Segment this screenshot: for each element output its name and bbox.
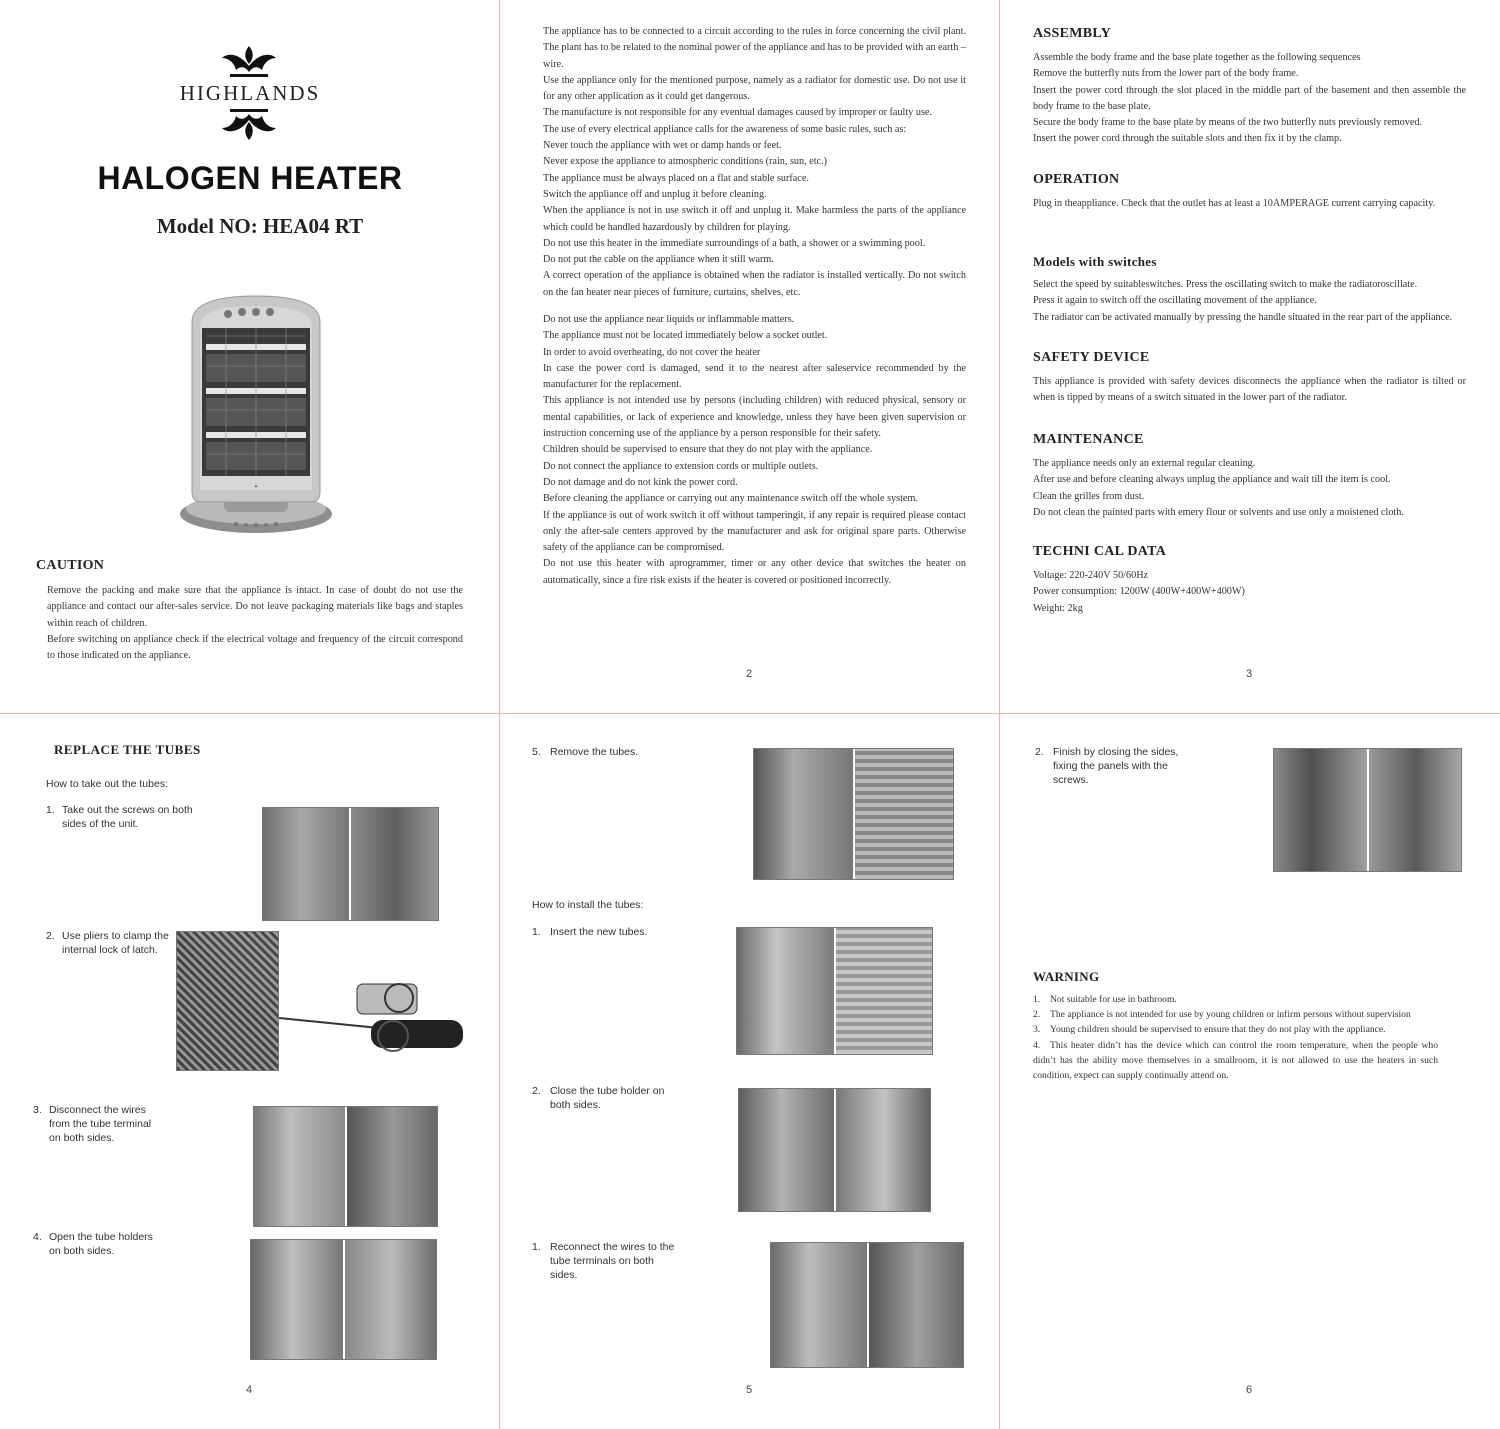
page-number: 4 (246, 1384, 253, 1396)
safety-paragraph: In order to avoid overheating, do not cover the heater (543, 346, 761, 358)
step-text: Disconnect the wires from the tube terminal on both sides. (49, 1104, 152, 1144)
remove-step (532, 745, 732, 759)
page-number: 2 (746, 668, 753, 680)
warning-item (1033, 1038, 1438, 1084)
install-step (1035, 745, 1195, 787)
install-step (532, 1240, 692, 1282)
assembly-line: Insert the power cord through the slot placed in the middle part of the basement and then assemble the body frame to the base plate. (1033, 84, 1466, 112)
reconnect-wires-photo (770, 1242, 964, 1368)
assembly-title: ASSEMBLY (1033, 26, 1112, 41)
maintenance-text (1033, 456, 1466, 521)
operation-text: Plug in theappliance. Check that the outlet has at least a 10AMPERAGE current carrying capacity. (1033, 198, 1436, 209)
page-number: 6 (1246, 1384, 1253, 1396)
safety-paragraph: The appliance must not be located immediately below a socket outlet. (543, 330, 828, 342)
safety-paragraph: This appliance is not intended use by persons (including children) with reduced physical, sensory or mental capabilities, or lack of experience and knowledge, unless they have been given supervision or instruction concerning use of the appliance by a person responsible for their safety. (543, 395, 966, 440)
tech-data-title: TECHNI CAL DATA (1033, 544, 1167, 559)
step-text: Close the tube holder on both sides. (550, 1085, 665, 1111)
safety-paragraph: Do not use the appliance near liquids or inflammable matters. (543, 314, 795, 325)
safety-block-2 (543, 312, 966, 589)
step-number: 5. (532, 746, 541, 758)
warning-text: Young children should be supervised to ensure that they do not play with the appliance. (1050, 1024, 1386, 1036)
safety-device-title: SAFETY DEVICE (1033, 350, 1150, 365)
assembly-line: Insert the power cord through the suitable slots and then fix it by the clamp. (1033, 133, 1342, 145)
safety-paragraph: Children should be supervised to ensure that they do not play with the appliance. (543, 444, 873, 456)
step-number: 1. (46, 804, 55, 816)
safety-paragraph: Before cleaning the appliance or carrying out any maintenance switch off the whole system. (543, 493, 918, 505)
maintenance-line: After use and before cleaning always unplug the appliance and wait till the item is cool. (1033, 474, 1391, 486)
safety-paragraph: In case the power cord is damaged, send it to the nearest after saleservice recommended by the manufacturer for the replacement. (543, 362, 966, 391)
tech-data-text (1033, 568, 1466, 617)
step-text: Open the tube holders on both sides. (49, 1231, 153, 1257)
replace-tubes-page (0, 714, 500, 1428)
remove-step (33, 1103, 173, 1145)
assembly-line: Secure the body frame to the base plate by means of the two butterfly nuts previously removed. (1033, 117, 1422, 129)
step-text: Use pliers to clamp the internal lock of latch. (62, 930, 169, 956)
assembly-line: Remove the butterfly nuts from the lower part of the body frame. (1033, 68, 1299, 80)
install-subtitle: How to install the tubes: (532, 899, 644, 911)
safety-paragraph: The appliance must be always placed on a flat and stable surface. (543, 172, 809, 184)
warning-list (1033, 992, 1438, 1083)
maintenance-line: Do not clean the painted parts with emery flour or solvents and use only a moistened cloth. (1033, 506, 1404, 518)
warning-number: 1. (1033, 994, 1041, 1005)
page-number: 5 (746, 1384, 753, 1396)
step-number: 2. (46, 930, 55, 942)
caution-title: CAUTION (36, 558, 105, 573)
safety-paragraph: Do not connect the appliance to extension cords or multiple outlets. (543, 460, 819, 472)
safety-paragraph: Do not use this heater with aprogrammer, timer or any other device that switches the heater on automatically, since a fire risk exists if the heater is covered or positioned incorrectly. (543, 558, 966, 586)
step-number: 3. (33, 1104, 42, 1116)
maintenance-line: Clean the grilles from dust. (1033, 490, 1145, 502)
warning-number: 2. (1033, 1009, 1041, 1021)
operation-title: OPERATION (1033, 172, 1120, 187)
replace-title: REPLACE THE TUBES (54, 742, 201, 757)
safety-paragraph: Use the appliance only for the mentioned purpose, namely as a radiator for domestic use. Do not use it for any other application as it could get dangerous. (543, 74, 966, 103)
warning-item (1033, 1022, 1438, 1037)
model-number: Model NO: HEA04 RT (156, 214, 364, 238)
safety-paragraph: When the appliance is not in use switch it off and unplug it. Make harmless the parts of the appliance which could be handled hazardously by children for playing. (543, 205, 966, 233)
assembly-line: Assemble the body frame and the base plate together as the following sequences (1033, 52, 1361, 63)
safety-paragraph: Do not damage and do not kink the power cord. (543, 476, 738, 488)
warning-item (1033, 992, 1438, 1007)
remove-step (46, 803, 206, 831)
disconnect-wires-photo (253, 1106, 438, 1227)
caution-line: Before switching on appliance check if the electrical voltage and frequency of the circuit correspond to those indicated on the appliance. (47, 633, 463, 662)
install-step (532, 1084, 682, 1112)
close-holder-photo (738, 1088, 931, 1212)
step-number: 4. (33, 1231, 42, 1243)
remove-tubes-photo (753, 748, 954, 880)
warning-item (1033, 1007, 1438, 1022)
step-text: Reconnect the wires to the tube terminals on both sides. (550, 1241, 675, 1281)
safety-device-text: This appliance is provided with safety devices disconnects the appliance when the radiator is tilted or when is tipped by means of a switch situated in the lower part of the radiator. (1033, 376, 1466, 404)
svg-text:✦: ✦ (253, 484, 259, 490)
step-text: Insert the new tubes. (550, 926, 648, 938)
models-text (1033, 277, 1466, 326)
fleur-ornament-bottom-icon (218, 106, 280, 142)
insert-tubes-photo (736, 927, 933, 1055)
safety-paragraph: Do not put the cable on the appliance when it still warm. (543, 254, 774, 266)
safety-paragraph: Never expose the appliance to atmospheric conditions (rain, sun, etc.) (543, 156, 828, 168)
remove-step (46, 929, 172, 957)
safety-paragraph: The manufacture is not responsible for any eventual damages caused by improper or faulty use. (543, 107, 932, 119)
safety-paragraph: The appliance has to be connected to a circuit according to the rules in force concerning the civil plant. The plant has to be related to the nominal power of the appliance and has to be provided with an earth –wire. (543, 26, 966, 70)
heater-product-image (176, 292, 336, 536)
step-number: 1. (532, 1241, 541, 1253)
warning-page (1000, 714, 1500, 1428)
warning-number: 3. (1033, 1024, 1041, 1036)
tech-line: Weight: 2kg (1033, 602, 1083, 614)
screw-removal-photo (262, 807, 439, 921)
models-line: Select the speed by suitableswitches. Press the oscillating switch to make the radiatoroscillate. (1033, 279, 1418, 290)
safety-paragraph: Do not use this heater in the immediate surroundings of a bath, a shower or a swimming pool. (543, 237, 926, 249)
models-title: Models with switches (1033, 254, 1157, 269)
install-step (532, 925, 732, 939)
step-text: Take out the screws on both sides of the unit. (62, 804, 193, 830)
install-tubes-page (500, 714, 1000, 1428)
assembly-text (1033, 50, 1466, 148)
tech-line: Voltage: 220-240V 50/60Hz (1033, 570, 1149, 581)
safety-page (500, 0, 1000, 714)
step-number: 2. (532, 1085, 541, 1097)
cover-page (0, 0, 500, 714)
step-number: 1. (532, 926, 541, 938)
page-number: 3 (1246, 668, 1253, 680)
close-sides-photo (1273, 748, 1462, 872)
maintenance-title: MAINTENANCE (1033, 432, 1144, 447)
remove-subtitle: How to take out the tubes: (46, 778, 168, 790)
product-title: HALOGEN HEATER (97, 160, 403, 196)
warning-text: This heater didn’t has the device which can control the room temperature, when the people who didn’t has the ability move themselves in a smallroom, it is not allowed to use the heaters in such condition, expect can supply continually attend on. (1033, 1039, 1438, 1082)
safety-paragraph: The use of every electrical appliance calls for the awareness of some basic rules, such as: (543, 123, 907, 135)
warning-number: 4. (1033, 1039, 1041, 1051)
safety-block-1 (543, 24, 966, 301)
step-text: Finish by closing the sides, fixing the panels with the screws. (1053, 746, 1179, 786)
caution-line: Remove the packing and make sure that the appliance is intact. In case of doubt do not use the appliance and contact our after-sales service. Do not leave packaging materials like bags and staples within reach of children. (47, 585, 463, 629)
safety-paragraph: Switch the appliance off and unplug it before cleaning. (543, 188, 767, 200)
brand-name: HIGHLANDS (179, 81, 321, 105)
safety-paragraph: If the appliance is out of work switch it off without tamperingit, if any repair is required please contact only the after-sale centers approved by the manufacturer and ask for original spare parts. Otherwise safety of the appliance can be compromised. (543, 509, 966, 554)
remove-step (33, 1230, 173, 1258)
warning-text: The appliance is not intended for use by young children or infirm persons without supervision (1050, 1009, 1411, 1021)
maintenance-line: The appliance needs only an external regular cleaning. (1033, 458, 1256, 469)
warning-title: WARNING (1033, 969, 1100, 984)
step-number: 2. (1035, 746, 1044, 758)
models-line: The radiator can be activated manually by pressing the handle situated in the rear part of the appliance. (1033, 311, 1453, 323)
operation-page (1000, 0, 1500, 714)
open-tube-holders-photo (250, 1239, 437, 1360)
safety-paragraph: Never touch the appliance with wet or damp hands or feet. (543, 140, 782, 152)
safety-paragraph: A correct operation of the appliance is obtained when the radiator is installed vertically. Do not switch on the fan heater near pieces of furniture, curtains, shelves, etc. (543, 270, 966, 298)
warning-text: Not suitable for use in bathroom. (1050, 994, 1177, 1005)
pliers-latch-photo (176, 931, 279, 1071)
caution-text (47, 583, 463, 664)
fleur-ornament-top-icon (218, 44, 280, 80)
latch-closeup-diagram (279, 976, 465, 1060)
tech-line: Power consumption: 1200W (400W+400W+400W) (1033, 586, 1245, 598)
models-line: Press it again to switch off the oscillating movement of the appliance. (1033, 295, 1317, 307)
step-text: Remove the tubes. (550, 746, 639, 758)
